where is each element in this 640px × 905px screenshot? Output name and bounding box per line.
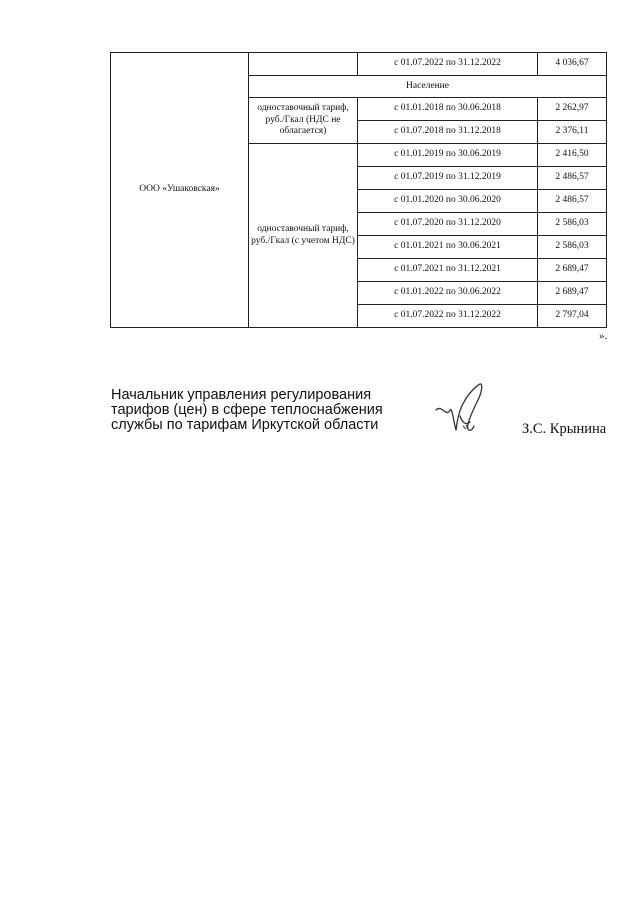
position-line: Начальник управления регулирования [111,387,372,403]
price-cell: 4 036,67 [538,53,607,76]
period-cell: с 01.01.2019 по 30.06.2019 [358,144,538,167]
period-cell: с 01.07.2020 по 31.12.2020 [358,213,538,236]
period-cell: с 01.07.2022 по 31.12.2022 [358,305,538,328]
tariff-type-cell: одноставочный тариф, руб./Гкал (НДС не облагается) [249,98,358,144]
closing-quote-mark: ». [599,330,608,342]
price-cell: 2 689,47 [538,282,607,305]
price-cell: 2 416,50 [538,144,607,167]
period-cell: с 01.07.2018 по 31.12.2018 [358,121,538,144]
period-cell: с 01.07.2019 по 31.12.2019 [358,167,538,190]
period-cell: с 01.07.2021 по 31.12.2021 [358,259,538,282]
handwritten-signature-icon [430,380,490,444]
organization-cell: ООО «Ушаковская» [111,53,249,328]
signatory-position [111,388,383,433]
period-cell: с 01.07.2022 по 31.12.2022 [358,53,538,76]
tariff-type-cell-empty [249,53,358,76]
price-cell: 2 797,04 [538,305,607,328]
section-header-population: Население [249,76,607,98]
position-line: тарифов (цен) в сфере теплоснабжения [111,402,383,418]
price-cell: 2 486,57 [538,167,607,190]
period-cell: с 01.01.2020 по 30.06.2020 [358,190,538,213]
price-cell: 2 486,57 [538,190,607,213]
price-cell: 2 586,03 [538,213,607,236]
period-cell: с 01.01.2022 по 30.06.2022 [358,282,538,305]
price-cell: 2 586,03 [538,236,607,259]
signatory-name: З.С. Крынина [522,421,607,437]
price-cell: 2 689,47 [538,259,607,282]
period-cell: с 01.01.2018 по 30.06.2018 [358,98,538,121]
tariff-table [110,52,607,328]
price-cell: 2 376,11 [538,121,607,144]
price-cell: 2 262,97 [538,98,607,121]
tariff-type-cell: одноставочный тариф, руб./Гкал (с учетом НДС) [249,144,358,328]
period-cell: с 01.01.2021 по 30.06.2021 [358,236,538,259]
position-line: службы по тарифам Иркутской области [111,417,379,433]
